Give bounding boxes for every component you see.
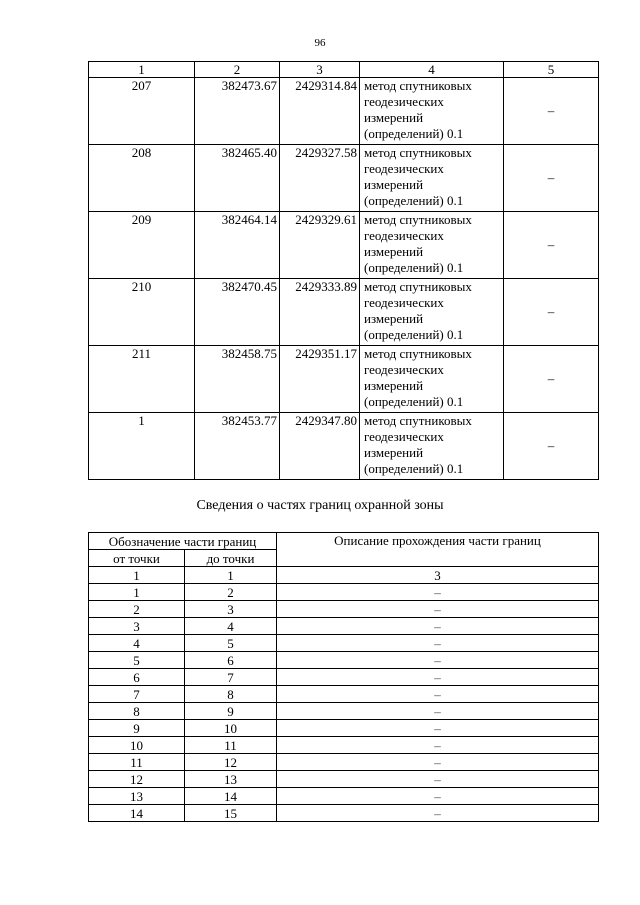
to-point: 7	[185, 669, 277, 686]
from-point: 8	[89, 703, 185, 720]
table-row	[89, 78, 599, 145]
table-row	[89, 601, 599, 618]
column-number: 3	[280, 62, 360, 78]
column-number: 1	[89, 567, 185, 584]
from-point: 5	[89, 652, 185, 669]
column-number: 5	[504, 62, 599, 78]
part-description: –	[277, 737, 599, 754]
from-point: 2	[89, 601, 185, 618]
from-point: 6	[89, 669, 185, 686]
coordinate-y: 2429327.58	[280, 145, 360, 212]
boundary-parts-table	[88, 532, 599, 822]
coordinates-table	[88, 61, 599, 480]
column-number-row	[89, 567, 599, 584]
table-header-row	[89, 533, 599, 550]
part-description: –	[277, 720, 599, 737]
table-row	[89, 584, 599, 601]
part-description: –	[277, 635, 599, 652]
column-number: 4	[360, 62, 504, 78]
table-row	[89, 279, 599, 346]
note-dash: –	[504, 212, 599, 279]
coordinate-y: 2429314.84	[280, 78, 360, 145]
to-point: 6	[185, 652, 277, 669]
note-dash: –	[504, 346, 599, 413]
from-point: 4	[89, 635, 185, 652]
header-group-label: Обозначение части границ	[89, 533, 277, 550]
part-description: –	[277, 771, 599, 788]
page-number: 96	[314, 37, 326, 49]
part-description: –	[277, 618, 599, 635]
note-dash: –	[504, 279, 599, 346]
table-row	[89, 703, 599, 720]
table-row	[89, 652, 599, 669]
to-point: 9	[185, 703, 277, 720]
from-point: 3	[89, 618, 185, 635]
method-description: метод спутниковых геодезических измерений (определений) 0.1	[360, 279, 504, 346]
table-row	[89, 212, 599, 279]
table-row	[89, 346, 599, 413]
part-description: –	[277, 703, 599, 720]
coordinate-y: 2429347.80	[280, 413, 360, 480]
coordinate-y: 2429333.89	[280, 279, 360, 346]
table-row	[89, 754, 599, 771]
header-to-point: до точки	[185, 550, 277, 567]
coordinate-y: 2429351.17	[280, 346, 360, 413]
table-row	[89, 737, 599, 754]
coordinate-x: 382470.45	[195, 279, 280, 346]
section-title: Сведения о частях границ охранной зоны	[196, 498, 444, 513]
column-number: 1	[89, 62, 195, 78]
table-row	[89, 145, 599, 212]
coordinate-x: 382465.40	[195, 145, 280, 212]
note-dash: –	[504, 78, 599, 145]
from-point: 12	[89, 771, 185, 788]
from-point: 13	[89, 788, 185, 805]
to-point: 14	[185, 788, 277, 805]
to-point: 13	[185, 771, 277, 788]
from-point: 7	[89, 686, 185, 703]
method-description: метод спутниковых геодезических измерений (определений) 0.1	[360, 346, 504, 413]
coordinate-x: 382458.75	[195, 346, 280, 413]
to-point: 12	[185, 754, 277, 771]
table-row	[89, 669, 599, 686]
method-description: метод спутниковых геодезических измерений (определений) 0.1	[360, 413, 504, 480]
part-description: –	[277, 686, 599, 703]
header-description: Описание прохождения части границ	[277, 533, 599, 567]
to-point: 15	[185, 805, 277, 822]
method-description: метод спутниковых геодезических измерений (определений) 0.1	[360, 212, 504, 279]
to-point: 3	[185, 601, 277, 618]
column-number: 3	[277, 567, 599, 584]
table-row	[89, 618, 599, 635]
table-row	[89, 805, 599, 822]
point-number: 207	[89, 78, 195, 145]
table-row	[89, 788, 599, 805]
method-description: метод спутниковых геодезических измерений (определений) 0.1	[360, 78, 504, 145]
point-number: 208	[89, 145, 195, 212]
note-dash: –	[504, 413, 599, 480]
coordinate-x: 382453.77	[195, 413, 280, 480]
part-description: –	[277, 584, 599, 601]
table-row	[89, 720, 599, 737]
from-point: 11	[89, 754, 185, 771]
part-description: –	[277, 788, 599, 805]
point-number: 211	[89, 346, 195, 413]
to-point: 5	[185, 635, 277, 652]
column-number: 1	[185, 567, 277, 584]
part-description: –	[277, 601, 599, 618]
from-point: 14	[89, 805, 185, 822]
to-point: 10	[185, 720, 277, 737]
to-point: 2	[185, 584, 277, 601]
point-number: 1	[89, 413, 195, 480]
table-row	[89, 771, 599, 788]
header-from-point: от точки	[89, 550, 185, 567]
from-point: 9	[89, 720, 185, 737]
column-number: 2	[195, 62, 280, 78]
table-header-row	[89, 62, 599, 78]
part-description: –	[277, 652, 599, 669]
from-point: 1	[89, 584, 185, 601]
to-point: 11	[185, 737, 277, 754]
to-point: 4	[185, 618, 277, 635]
point-number: 209	[89, 212, 195, 279]
table-row	[89, 686, 599, 703]
table-row	[89, 635, 599, 652]
table-row	[89, 413, 599, 480]
point-number: 210	[89, 279, 195, 346]
method-description: метод спутниковых геодезических измерений (определений) 0.1	[360, 145, 504, 212]
part-description: –	[277, 754, 599, 771]
to-point: 8	[185, 686, 277, 703]
part-description: –	[277, 669, 599, 686]
coordinate-x: 382473.67	[195, 78, 280, 145]
from-point: 10	[89, 737, 185, 754]
note-dash: –	[504, 145, 599, 212]
coordinate-x: 382464.14	[195, 212, 280, 279]
coordinate-y: 2429329.61	[280, 212, 360, 279]
part-description: –	[277, 805, 599, 822]
